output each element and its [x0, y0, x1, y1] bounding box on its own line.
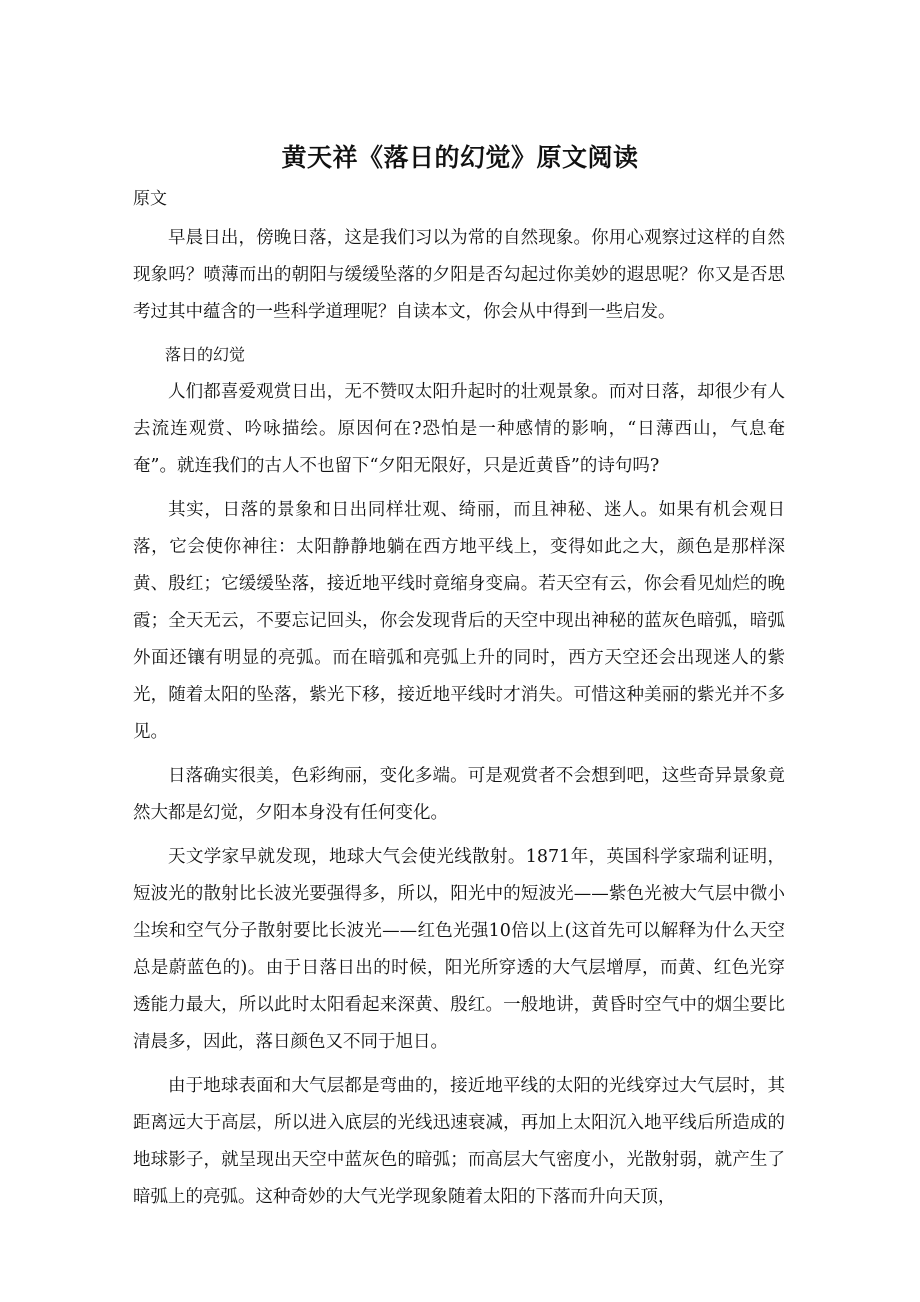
paragraph-intro: 早晨日出，傍晚日落，这是我们习以为常的自然现象。你用心观察过这样的自然现象吗？喷薄而出的朝阳与缓缓坠落的夕阳是否勾起过你美妙的遐思呢？你又是否思考过其中蕴含的一些科学道理呢？自读本文，你会从中得到一些启发。	[133, 228, 785, 322]
article-subtitle: 落日的幻觉	[165, 345, 246, 364]
paragraph: 天文学家早就发现，地球大气会使光线散射。1871年，英国科学家瑞利证明，短波光的散射比长波光要强得多，所以，阳光中的短波光——紫色光被大气层中微小尘埃和空气分子散射要比长波光——红色光强10倍以上(这首先可以解释为什么天空总是蔚蓝色的)。由于日落日出的时候，阳光所穿透的大气层增厚，而黄、红色光穿透能力最大，所以此时太阳看起来深黄、殷红。一般地讲，黄昏时空气中的烟尘要比清晨多，因此，落日颜色又不同于旭日。	[133, 847, 785, 1052]
paragraph: 其实，日落的景象和日出同样壮观、绮丽，而且神秘、迷人。如果有机会观日落，它会使你神往：太阳静静地躺在西方地平线上，变得如此之大，颜色是那样深黄、殷红；它缓缓坠落，接近地平线时竟缩身变扁。若天空有云，你会看见灿烂的晚霞；全天无云，不要忘记回头，你会发现背后的天空中现出神秘的蓝灰色暗弧，暗弧外面还镶有明显的亮弧。而在暗弧和亮弧上升的同时，西方天空还会出现迷人的紫光，随着太阳的坠落，紫光下移，接近地平线时才消失。可惜这种美丽的紫光并不多见。	[133, 500, 785, 742]
paragraph: 由于地球表面和大气层都是弯曲的，接近地平线的太阳的光线穿过大气层时，其距离远大于高层，所以进入底层的光线迅速衰减，再加上太阳沉入地平线后所造成的地球影子，就呈现出天空中蓝灰色的暗弧；而高层大气密度小，光散射弱，就产生了暗弧上的亮弧。这种奇妙的大气光学现象随着太阳的下落而升向天顶，	[133, 1076, 785, 1207]
paragraph: 人们都喜爱观赏日出，无不赞叹太阳升起时的壮观景象。而对日落，却很少有人去流连观赏、吟咏描绘。原因何在?恐怕是一种感情的影响，“日薄西山，气息奄奄”。就连我们的古人不也留下“夕阳无限好，只是近黄昏”的诗句吗?	[133, 382, 785, 476]
article-body	[133, 220, 785, 1223]
page-title: 黄天祥《落日的幻觉》原文阅读	[281, 143, 639, 172]
paragraph: 日落确实很美，色彩绚丽，变化多端。可是观赏者不会想到吧，这些奇异景象竟然大都是幻觉，夕阳本身没有任何变化。	[133, 766, 785, 823]
section-label: 原文	[133, 189, 167, 209]
